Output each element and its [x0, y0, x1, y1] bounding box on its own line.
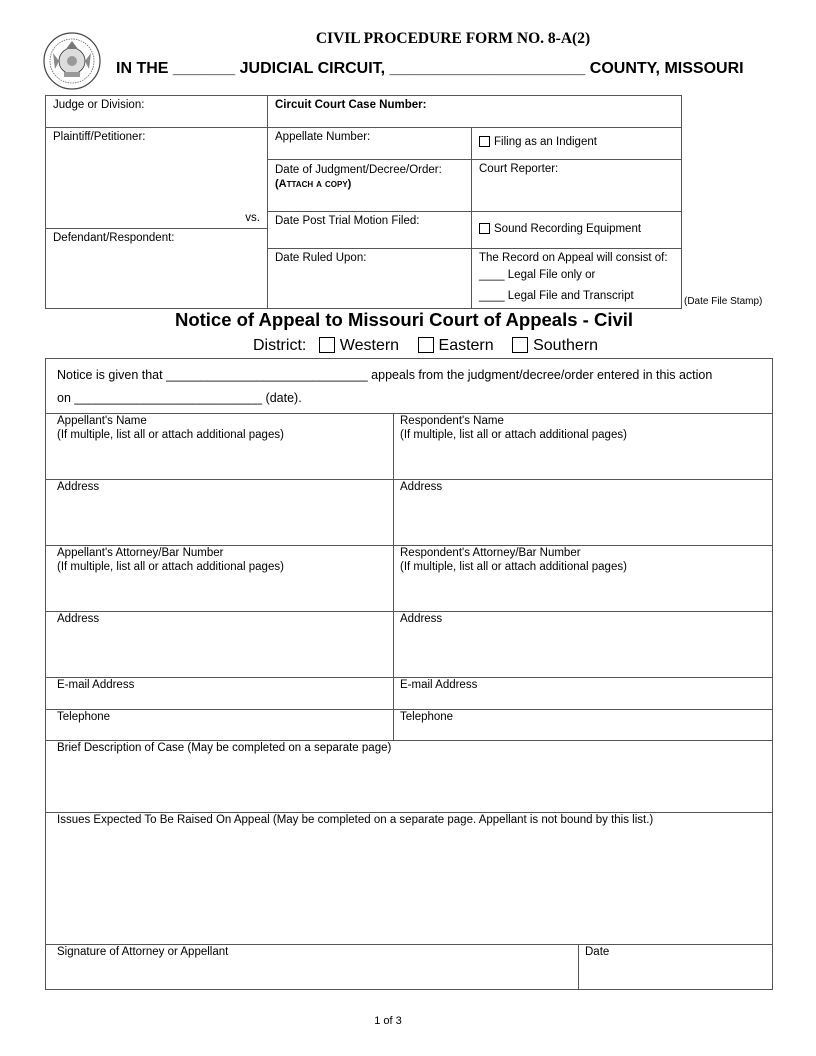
page-number: 1 of 3: [374, 1015, 402, 1027]
appellant-attorney-label: Appellant's Attorney/Bar Number: [57, 547, 224, 559]
district-western-option[interactable]: [319, 337, 399, 354]
judge-division-label: Judge or Division:: [53, 99, 145, 111]
plaintiff-label: Plaintiff/Petitioner:: [53, 131, 146, 143]
district-eastern-checkbox[interactable]: [418, 337, 434, 353]
defendant-cell[interactable]: [45, 228, 268, 309]
legal-file-only-option[interactable]: ____ Legal File only or: [479, 269, 596, 281]
appellant-address-label: Address: [57, 481, 100, 493]
appellate-number-label: Appellate Number:: [275, 131, 371, 143]
district-eastern-option[interactable]: [418, 337, 494, 354]
respondent-name-field[interactable]: [400, 414, 627, 442]
district-western-label: Western: [339, 337, 400, 354]
date-file-stamp-label: (Date File Stamp): [684, 296, 763, 307]
date-post-trial-label: Date Post Trial Motion Filed:: [275, 215, 420, 227]
circuit-county-line: IN THE _______ JUDICIAL CIRCUIT, ______________________ COUNTY, MISSOURI: [116, 60, 744, 77]
record-consist-label: The Record on Appeal will consist of:: [479, 252, 668, 264]
district-western-checkbox[interactable]: [319, 337, 335, 353]
appellant-attorney-address-label: Address: [57, 613, 100, 625]
district-eastern-label: Eastern: [438, 337, 494, 354]
appellant-telephone-label: Telephone: [57, 711, 111, 723]
appellant-multiple-note: (If multiple, list all or attach additional pages): [57, 429, 284, 441]
brief-description-field[interactable]: [57, 741, 391, 755]
respondent-telephone-field[interactable]: [400, 710, 453, 724]
respondent-attorney-multiple-note: (If multiple, list all or attach additional pages): [400, 561, 627, 573]
court-reporter-cell[interactable]: [471, 159, 682, 212]
issues-field[interactable]: [57, 813, 653, 827]
signature-date-field[interactable]: [585, 945, 609, 959]
filing-indigent-checkbox[interactable]: [479, 136, 490, 147]
filing-indigent-option[interactable]: [471, 127, 682, 160]
appellant-name-label: Appellant's Name: [57, 415, 147, 427]
filing-indigent-label: Filing as an Indigent: [494, 136, 597, 148]
brief-description-label: Brief Description of Case (May be completed on a separate page): [57, 742, 392, 754]
appellant-email-label: E-mail Address: [57, 679, 135, 691]
appeal-form-box: [45, 358, 773, 990]
appellant-address-field[interactable]: [57, 480, 99, 494]
respondent-attorney-address-field[interactable]: [400, 612, 442, 626]
signature-field[interactable]: [57, 945, 228, 959]
respondent-address-label: Address: [400, 481, 443, 493]
appellant-telephone-field[interactable]: [57, 710, 110, 724]
date-ruled-cell[interactable]: [267, 248, 472, 309]
respondent-name-label: Respondent's Name: [400, 415, 504, 427]
district-label: District:: [253, 337, 307, 354]
respondent-telephone-label: Telephone: [400, 711, 454, 723]
sound-recording-checkbox[interactable]: [479, 223, 490, 234]
appellant-email-field[interactable]: [57, 678, 134, 692]
appellant-attorney-field[interactable]: [57, 546, 284, 574]
notice-given-line[interactable]: Notice is given that _____________________________ appeals from the judgment/decree/order entered in this action: [57, 368, 713, 382]
respondent-attorney-field[interactable]: [400, 546, 627, 574]
respondent-attorney-address-label: Address: [400, 613, 443, 625]
vs-label: vs.: [245, 212, 260, 224]
district-southern-checkbox[interactable]: [512, 337, 528, 353]
district-selector: [253, 337, 604, 355]
date-judgment-label: Date of Judgment/Decree/Order:: [275, 164, 442, 176]
appellant-attorney-address-field[interactable]: [57, 612, 99, 626]
respondent-address-field[interactable]: [400, 480, 442, 494]
attach-copy-note: (Attach a copy): [275, 178, 352, 190]
respondent-email-field[interactable]: [400, 678, 477, 692]
legal-file-transcript-option[interactable]: ____ Legal File and Transcript: [479, 290, 634, 302]
date-ruled-label: Date Ruled Upon:: [275, 252, 367, 264]
signature-date-label: Date: [585, 946, 610, 958]
issues-label: Issues Expected To Be Raised On Appeal (May be completed on a separate page. Appellant is not bound by this list.): [57, 814, 654, 826]
court-reporter-label: Court Reporter:: [479, 163, 559, 175]
sound-recording-label: Sound Recording Equipment: [494, 223, 642, 235]
district-southern-label: Southern: [533, 337, 599, 354]
respondent-attorney-label: Respondent's Attorney/Bar Number: [400, 547, 581, 559]
respondent-email-label: E-mail Address: [400, 679, 478, 691]
record-on-appeal-cell: [471, 248, 682, 309]
appellant-attorney-multiple-note: (If multiple, list all or attach additional pages): [57, 561, 284, 573]
plaintiff-cell[interactable]: [45, 127, 268, 229]
notice-date-line[interactable]: on ___________________________ (date).: [57, 391, 302, 405]
sound-recording-option[interactable]: [471, 211, 682, 249]
appellate-number-cell[interactable]: [267, 127, 472, 160]
form-number: CIVIL PROCEDURE FORM NO. 8-A(2): [315, 30, 591, 47]
signature-label: Signature of Attorney or Appellant: [57, 946, 229, 958]
date-judgment-cell[interactable]: [267, 159, 472, 212]
notice-title: Notice of Appeal to Missouri Court of Appeals - Civil: [174, 309, 634, 330]
circuit-case-number-label: Circuit Court Case Number:: [275, 99, 427, 111]
date-post-trial-cell[interactable]: [267, 211, 472, 249]
defendant-label: Defendant/Respondent:: [53, 232, 175, 244]
judge-division-cell[interactable]: [45, 95, 268, 128]
district-southern-option[interactable]: [512, 337, 598, 354]
appellant-name-field[interactable]: [57, 414, 284, 442]
circuit-case-number-cell[interactable]: [267, 95, 682, 128]
respondent-multiple-note: (If multiple, list all or attach additional pages): [400, 429, 627, 441]
